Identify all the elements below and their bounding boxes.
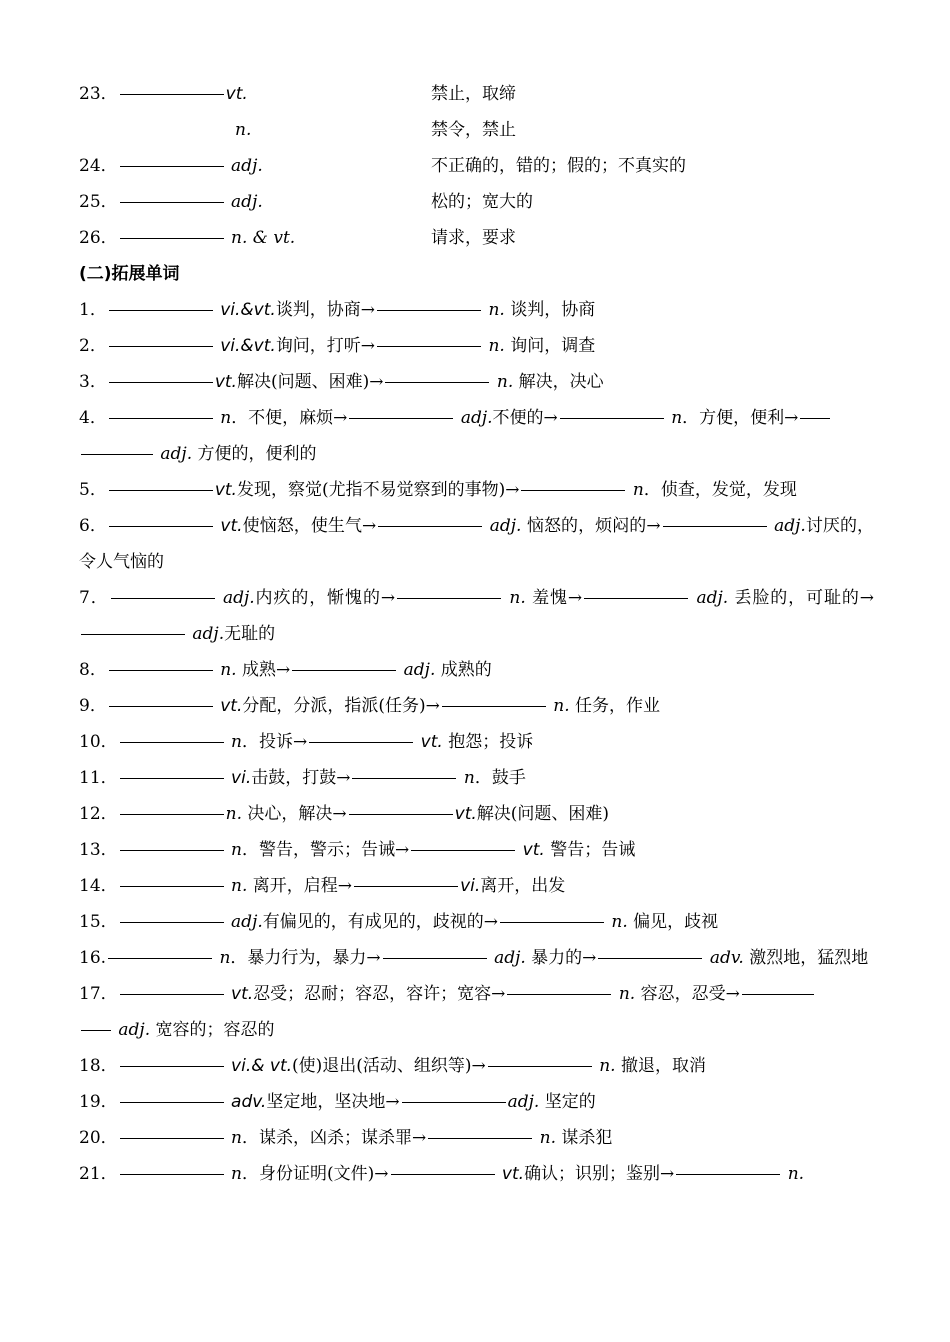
list-item — [79, 1120, 874, 1156]
part-of-speech: n — [219, 948, 231, 968]
part-of-speech: adj. — [489, 516, 522, 536]
list-item — [79, 688, 874, 724]
answer-blank[interactable] — [120, 921, 224, 923]
meaning: 分配，分派，指派(任务)→ — [242, 696, 440, 716]
item-number: 18． — [79, 1056, 118, 1076]
answer-blank[interactable] — [428, 1137, 532, 1139]
meaning: 抱怨；投诉 — [442, 732, 534, 752]
meaning: 坚定地，坚决地→ — [266, 1092, 400, 1112]
item-number: 21． — [79, 1164, 118, 1184]
answer-blank[interactable] — [108, 957, 212, 959]
list-item — [79, 796, 874, 832]
meaning: 询问，调查 — [504, 336, 596, 356]
answer-blank[interactable] — [120, 741, 224, 743]
part-of-speech: adj. — [696, 588, 729, 608]
answer-blank[interactable] — [109, 669, 213, 671]
part-of-speech: n — [671, 408, 683, 428]
meaning: 解决(问题、困难) — [476, 804, 610, 824]
part-of-speech: n. — [488, 300, 505, 320]
meaning: 使恼怒，使生气→ — [242, 516, 377, 536]
part-of-speech: adj. — [231, 912, 263, 932]
list-item — [79, 328, 874, 364]
item-number: 19． — [79, 1092, 118, 1112]
answer-blank[interactable] — [663, 525, 767, 527]
answer-blank[interactable] — [521, 489, 625, 491]
item-number: 13． — [79, 840, 118, 860]
meaning: 无耻的 — [224, 624, 276, 644]
item-number: 5． — [79, 480, 107, 500]
part-of-speech: adj. — [160, 444, 193, 464]
meaning: 击鼓，打鼓→ — [251, 768, 351, 788]
part-of-speech: n. & vt. — [231, 228, 296, 248]
part-of-speech: vt. — [214, 480, 237, 500]
part-of-speech: n. — [235, 120, 252, 140]
answer-blank[interactable] — [120, 1065, 224, 1067]
meaning: 方便的，便利的 — [192, 444, 317, 464]
part-of-speech: adj. — [222, 588, 255, 608]
part-of-speech: vt. — [225, 84, 248, 104]
list-item — [79, 1048, 874, 1084]
list-item — [79, 940, 874, 976]
item-number: 23． — [79, 84, 118, 104]
answer-blank[interactable] — [397, 597, 501, 599]
answer-blank[interactable] — [120, 1101, 224, 1103]
answer-blank[interactable] — [120, 993, 224, 995]
meaning: ．身份证明(文件)→ — [242, 1164, 389, 1184]
list-item — [79, 1156, 874, 1192]
item-number: 11． — [79, 768, 118, 788]
answer-blank[interactable] — [352, 777, 456, 779]
item-number: 16. — [79, 948, 107, 968]
meaning: 确认；识别；鉴别→ — [524, 1164, 675, 1184]
meaning: 禁止，取缔 — [431, 84, 516, 104]
answer-blank[interactable] — [377, 309, 481, 311]
part-of-speech: vt. — [214, 372, 237, 392]
meaning: 警告；告诫 — [544, 840, 636, 860]
meaning: 离开，启程→ — [247, 876, 353, 896]
part-of-speech: n — [231, 732, 242, 752]
meaning: 成熟的 — [435, 660, 492, 680]
answer-blank[interactable] — [377, 345, 481, 347]
section-heading: (二)拓展单词 — [79, 264, 180, 284]
part-of-speech: n — [632, 480, 644, 500]
item-number: 24． — [79, 156, 118, 176]
item-number: 2． — [79, 336, 107, 356]
item-number: 25． — [79, 192, 118, 212]
item-number: 6． — [79, 516, 107, 536]
answer-blank[interactable] — [391, 1173, 495, 1175]
answer-blank[interactable] — [507, 993, 611, 995]
answer-blank[interactable] — [488, 1065, 592, 1067]
meaning: ．警告，警示；告诫→ — [242, 840, 410, 860]
part-of-speech: n. — [553, 696, 570, 716]
meaning: 发现，察觉(尤指不易觉察到的事物)→ — [236, 480, 520, 500]
part-of-speech: adj. — [460, 408, 493, 428]
answer-blank[interactable] — [292, 669, 396, 671]
item-number: 14． — [79, 876, 118, 896]
meaning: 宽容的；容忍的 — [150, 1020, 275, 1040]
part-of-speech: vt. — [454, 804, 477, 824]
answer-blank[interactable] — [109, 381, 213, 383]
item-number: 12． — [79, 804, 118, 824]
part-of-speech: n. — [787, 1164, 805, 1184]
item-number: 1． — [79, 300, 107, 320]
part-of-speech: vi.&vt. — [220, 336, 276, 356]
answer-blank[interactable] — [500, 921, 604, 923]
part-of-speech: adj. — [192, 624, 225, 644]
answer-blank[interactable] — [442, 705, 546, 707]
part-of-speech: adj. — [231, 156, 263, 176]
part-of-speech: n — [231, 1128, 242, 1148]
meaning: ．不便，麻烦→ — [231, 408, 348, 428]
meaning: 任务，作业 — [569, 696, 661, 716]
answer-blank[interactable] — [109, 525, 213, 527]
item-number: 20． — [79, 1128, 118, 1148]
answer-blank[interactable] — [109, 705, 213, 707]
item-number: 9． — [79, 696, 107, 716]
part-of-speech: vt. — [220, 696, 243, 716]
answer-blank-continued[interactable] — [81, 453, 153, 455]
answer-blank[interactable] — [309, 741, 413, 743]
list-item — [79, 292, 874, 328]
answer-blank[interactable] — [800, 417, 830, 419]
meaning: ．侦查，发觉，发现 — [643, 480, 797, 500]
meaning: (使)退出(活动、组织等)→ — [292, 1056, 486, 1076]
meaning: ．暴力行为，暴力→ — [230, 948, 381, 968]
meaning: 撤退，取消 — [615, 1056, 706, 1076]
worksheet-page — [79, 76, 874, 1192]
answer-blank[interactable] — [742, 993, 814, 995]
part-of-speech: vt. — [220, 516, 243, 536]
answer-blank[interactable] — [120, 777, 224, 779]
meaning: ．谋杀，凶杀；谋杀罪→ — [242, 1128, 427, 1148]
answer-blank[interactable] — [109, 489, 213, 491]
answer-blank[interactable] — [349, 417, 453, 419]
meaning: 忍受；忍耐；容忍，容许；宽容→ — [253, 984, 506, 1004]
answer-blank[interactable] — [402, 1101, 506, 1103]
part-of-speech: n. — [539, 1128, 557, 1148]
part-of-speech: n. — [231, 876, 248, 896]
part-of-speech: n — [220, 408, 232, 428]
meaning: 离开，出发 — [480, 876, 566, 896]
answer-blank[interactable] — [109, 417, 213, 419]
answer-blank[interactable] — [120, 813, 224, 815]
list-item — [79, 652, 874, 688]
list-item — [79, 364, 874, 400]
meaning: 谈判，协商 — [504, 300, 596, 320]
part-of-speech: adj. — [494, 948, 526, 968]
part-of-speech: adj. — [403, 660, 436, 680]
answer-blank[interactable] — [560, 417, 664, 419]
meaning: 松的；宽大的 — [431, 192, 533, 212]
list-item — [79, 508, 874, 580]
part-of-speech: n. — [488, 336, 505, 356]
answer-blank[interactable] — [584, 597, 688, 599]
meaning: 谈判，协商→ — [275, 300, 376, 320]
meaning: 容忍，忍受→ — [635, 984, 740, 1004]
part-of-speech: adv. — [231, 1092, 267, 1112]
answer-blank[interactable] — [385, 381, 489, 383]
answer-blank[interactable] — [109, 345, 213, 347]
meaning: 不正确的，错的；假的；不真实的 — [431, 156, 686, 176]
list-item — [79, 400, 874, 472]
answer-blank[interactable] — [676, 1173, 780, 1175]
answer-blank[interactable] — [120, 885, 224, 887]
list-item — [79, 760, 874, 796]
list-item — [79, 832, 874, 868]
list-item — [79, 184, 874, 220]
meaning: 成熟→ — [236, 660, 291, 680]
answer-blank[interactable] — [109, 309, 213, 311]
list-item — [79, 976, 874, 1048]
meaning: 禁令，禁止 — [431, 120, 516, 140]
part-of-speech: n — [231, 1164, 242, 1184]
part-of-speech: n. — [496, 372, 514, 392]
item-number: 8． — [79, 660, 107, 680]
meaning: ．投诉→ — [242, 732, 308, 752]
answer-blank[interactable] — [120, 1137, 224, 1139]
meaning: 偏见，歧视 — [627, 912, 719, 932]
meaning: ．鼓手 — [474, 768, 526, 788]
meaning: 羞愧→ — [525, 588, 583, 608]
part-of-speech: vt. — [420, 732, 443, 752]
part-of-speech: adv. — [709, 948, 744, 968]
meaning: 询问，打听→ — [275, 336, 376, 356]
part-of-speech: vt. — [522, 840, 545, 860]
list-item — [79, 220, 874, 256]
meaning: 内疚的，惭愧的→ — [254, 588, 396, 608]
list-item — [79, 868, 874, 904]
item-number: 17． — [79, 984, 118, 1004]
meaning: 请求，要求 — [431, 228, 516, 248]
list-item — [79, 1084, 874, 1120]
part-of-speech: n. — [599, 1056, 616, 1076]
meaning: 决心，解决→ — [242, 804, 347, 824]
item-number: 4． — [79, 408, 107, 428]
answer-blank[interactable] — [411, 849, 515, 851]
meaning: 谋杀犯 — [556, 1128, 613, 1148]
list-item — [79, 724, 874, 760]
meaning: 丢脸的，可耻的→ — [728, 588, 874, 608]
part-of-speech: n. — [509, 588, 526, 608]
item-number: 15． — [79, 912, 118, 932]
part-of-speech: adj. — [774, 516, 806, 536]
part-of-speech: n — [463, 768, 475, 788]
item-number: 7． — [79, 588, 109, 608]
answer-blank[interactable] — [120, 237, 224, 239]
answer-blank[interactable] — [598, 957, 702, 959]
part-of-speech: vi.&vt. — [220, 300, 276, 320]
answer-blank[interactable] — [81, 633, 185, 635]
meaning: 坚定的 — [539, 1092, 596, 1112]
answer-blank[interactable] — [354, 885, 458, 887]
part-of-speech: adj. — [507, 1092, 540, 1112]
list-item — [79, 472, 874, 508]
part-of-speech: n. — [220, 660, 237, 680]
part-of-speech: adj. — [118, 1020, 151, 1040]
meaning: 恼怒的，烦闷的→ — [521, 516, 661, 536]
meaning: ．方便，便利→ — [682, 408, 799, 428]
list-item — [79, 112, 874, 148]
part-of-speech: n. — [611, 912, 628, 932]
answer-blank[interactable] — [120, 165, 224, 167]
meaning: 解决，决心 — [513, 372, 604, 392]
part-of-speech: vi. — [231, 768, 252, 788]
list-item — [79, 148, 874, 184]
part-of-speech: n — [231, 840, 242, 860]
meaning: 激烈地，猛烈地 — [743, 948, 869, 968]
part-of-speech: n. — [225, 804, 242, 824]
meaning: 有偏见的，有成见的，歧视的→ — [262, 912, 498, 932]
answer-blank[interactable] — [120, 1173, 224, 1175]
item-number: 10． — [79, 732, 118, 752]
answer-blank[interactable] — [120, 849, 224, 851]
answer-blank[interactable] — [349, 813, 453, 815]
list-item — [79, 580, 874, 652]
answer-blank[interactable] — [378, 525, 482, 527]
part-of-speech: vi. — [460, 876, 481, 896]
meaning: 讨厌的，令人气恼的 — [79, 516, 875, 572]
list-item — [79, 904, 874, 940]
part-of-speech: adj. — [231, 192, 263, 212]
answer-blank[interactable] — [120, 93, 224, 95]
answer-blank[interactable] — [120, 201, 224, 203]
meaning: 暴力的→ — [525, 948, 597, 968]
item-number: 3． — [79, 372, 107, 392]
meaning: 不便的→ — [492, 408, 558, 428]
answer-blank-continued[interactable] — [81, 1029, 111, 1031]
list-item — [79, 76, 874, 112]
part-of-speech: vt. — [231, 984, 254, 1004]
answer-blank[interactable] — [111, 597, 215, 599]
part-of-speech: vi.& vt. — [231, 1056, 293, 1076]
part-of-speech: vt. — [501, 1164, 525, 1184]
answer-blank[interactable] — [383, 957, 487, 959]
item-number: 26． — [79, 228, 118, 248]
meaning: 解决(问题、困难)→ — [236, 372, 384, 392]
part-of-speech: n. — [618, 984, 636, 1004]
